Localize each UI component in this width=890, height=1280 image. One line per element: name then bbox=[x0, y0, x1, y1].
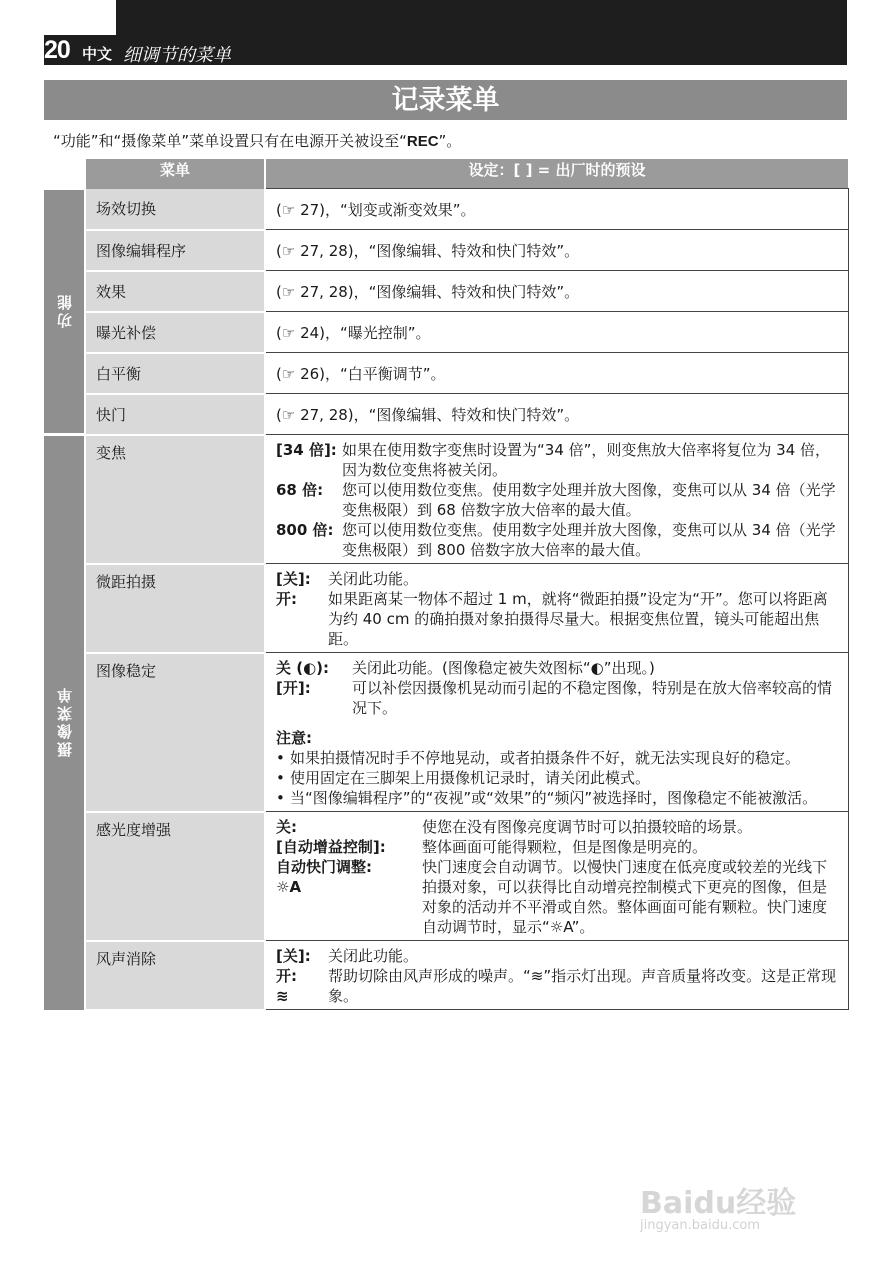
option: 800 倍: 您可以使用数位变焦。使用数字处理并放大图像，变焦可以从 34 倍（光学变焦极限）到 800 倍数字放大倍率的最大值。 bbox=[276, 521, 836, 559]
option: 开: ≋ 帮助切除由风声形成的噪声。“≋”指示灯出现。声音质量将改变。这是正常现象。 bbox=[276, 967, 837, 1005]
column-menu: 菜单 bbox=[85, 159, 265, 189]
option: [关]: 关闭此功能。 bbox=[276, 570, 419, 588]
menu-item-name: 白平衡 bbox=[85, 353, 265, 394]
note-item: • 如果拍摄情况时手不停地晃动，或者拍摄条件不好，就无法实现良好的稳定。 bbox=[276, 749, 801, 767]
menu-item-setting: (☞ 27, 28)，“图像编辑、特效和快门特效”。 bbox=[265, 394, 848, 435]
option: 关: 使您在没有图像亮度调节时可以拍摄较暗的场景。 bbox=[276, 818, 753, 836]
menu-item-setting bbox=[265, 564, 848, 653]
menu-item-setting bbox=[265, 435, 848, 564]
note-item: • 当“图像编辑程序”的“夜视”或“效果”的“频闪”被选择时，图像稳定不能被激活。 bbox=[276, 789, 818, 807]
watermark-url: jingyan.baidu.com bbox=[640, 1218, 760, 1233]
menu-item-name: 微距拍摄 bbox=[85, 564, 265, 653]
menu-item-name: 快门 bbox=[85, 394, 265, 435]
menu-item-name: 感光度增强 bbox=[85, 812, 265, 941]
menu-item-name: 效果 bbox=[85, 271, 265, 312]
table-row bbox=[44, 230, 848, 271]
menu-item-name: 变焦 bbox=[85, 435, 265, 564]
option: 关 (◐): 关闭此功能。(图像稳定被失效图标“◐”出现。) bbox=[276, 659, 655, 677]
page-title: 记录菜单 bbox=[44, 80, 847, 120]
table-row bbox=[44, 312, 848, 353]
note-title: 注意: bbox=[276, 729, 312, 747]
category-function: 功能 bbox=[44, 189, 85, 435]
watermark-logo: Baidu经验 bbox=[640, 1186, 797, 1221]
menu-item-name: 曝光补偿 bbox=[85, 312, 265, 353]
note-item: • 使用固定在三脚架上用摄像机记录时，请关闭此模式。 bbox=[276, 769, 651, 787]
option: [自动增益控制]: 整体画面可能得颗粒，但是图像是明亮的。 bbox=[276, 838, 708, 856]
menu-item-name: 图像稳定 bbox=[85, 653, 265, 812]
table-header bbox=[44, 159, 848, 189]
menu-item-setting bbox=[265, 812, 848, 941]
table-row-wind bbox=[44, 941, 848, 1010]
table-row-zoom bbox=[44, 435, 848, 564]
category-camera-menu: 摄像菜单 bbox=[44, 435, 85, 1010]
header-tab bbox=[44, 0, 116, 35]
option: [34 倍]: 如果在使用数字变焦时设置为“34 倍”，则变焦放大倍率将复位为 34 倍，因为数位变焦将被关闭。 bbox=[276, 441, 831, 479]
menu-item-setting: (☞ 26)，“白平衡调节”。 bbox=[265, 353, 848, 394]
dis-off-icon: ◐ bbox=[303, 659, 317, 677]
menu-item-setting: (☞ 27, 28)，“图像编辑、特效和快门特效”。 bbox=[265, 271, 848, 312]
settings-table bbox=[44, 159, 849, 1011]
menu-item-setting: (☞ 24)，“曝光控制”。 bbox=[265, 312, 848, 353]
dis-off-icon: ◐ bbox=[590, 659, 604, 677]
menu-item-setting bbox=[265, 653, 848, 812]
menu-item-setting: (☞ 27, 28)，“图像编辑、特效和快门特效”。 bbox=[265, 230, 848, 271]
option: [开]: 可以补偿因摄像机晃动而引起的不稳定图像，特别是在放大倍率较高的情况下。 bbox=[276, 679, 833, 717]
section-title: 细调节的菜单 bbox=[123, 45, 231, 66]
page-number: 20 bbox=[44, 36, 70, 64]
table-row bbox=[44, 189, 848, 230]
column-setting: 设定：[ ] = 出厂时的预设 bbox=[265, 159, 848, 189]
option: [关]: 关闭此功能。 bbox=[276, 947, 419, 965]
menu-item-setting bbox=[265, 941, 848, 1010]
auto-slow-shutter-icon: ☼A bbox=[276, 878, 302, 896]
table-row-dis bbox=[44, 653, 848, 812]
menu-item-setting: (☞ 27)，“划变或渐变效果”。 bbox=[265, 189, 848, 230]
wind-cut-icon: ≋ bbox=[276, 987, 289, 1005]
table-row bbox=[44, 271, 848, 312]
option: 开: 如果距离某一物体不超过 1 m，就将“微距拍摄”设定为“开”。您可以将距离为约 40 cm 的确拍摄对象拍摄得尽量大。根据变焦位置，镜头可能超出焦距。 bbox=[276, 590, 828, 648]
table-row-macro bbox=[44, 564, 848, 653]
option: 68 倍: 您可以使用数位变焦。使用数字处理并放大图像，变焦可以从 34 倍（光学变焦极限）到 68 倍数字放大倍率的最大值。 bbox=[276, 481, 836, 519]
intro-text: “功能”和“摄像菜单”菜单设置只有在电源开关被设至“REC”。 bbox=[53, 132, 462, 150]
table-row-gain bbox=[44, 812, 848, 941]
menu-item-name: 场效切换 bbox=[85, 189, 265, 230]
option: 自动快门调整: ☼A 快门速度会自动调节。以慢快门速度在低亮度或较差的光线下拍摄对象，可以获得比自动增亮控制模式下更亮的图像，但是对象的活动并不平滑或自然。整体画面可能有颗粒。快门速度自动调节时，显示“☼A”。 bbox=[276, 858, 828, 936]
menu-item-name: 风声消除 bbox=[85, 941, 265, 1010]
menu-item-name: 图像编辑程序 bbox=[85, 230, 265, 271]
language-label: 中文 bbox=[82, 45, 113, 63]
table-row bbox=[44, 394, 848, 435]
table-row bbox=[44, 353, 848, 394]
